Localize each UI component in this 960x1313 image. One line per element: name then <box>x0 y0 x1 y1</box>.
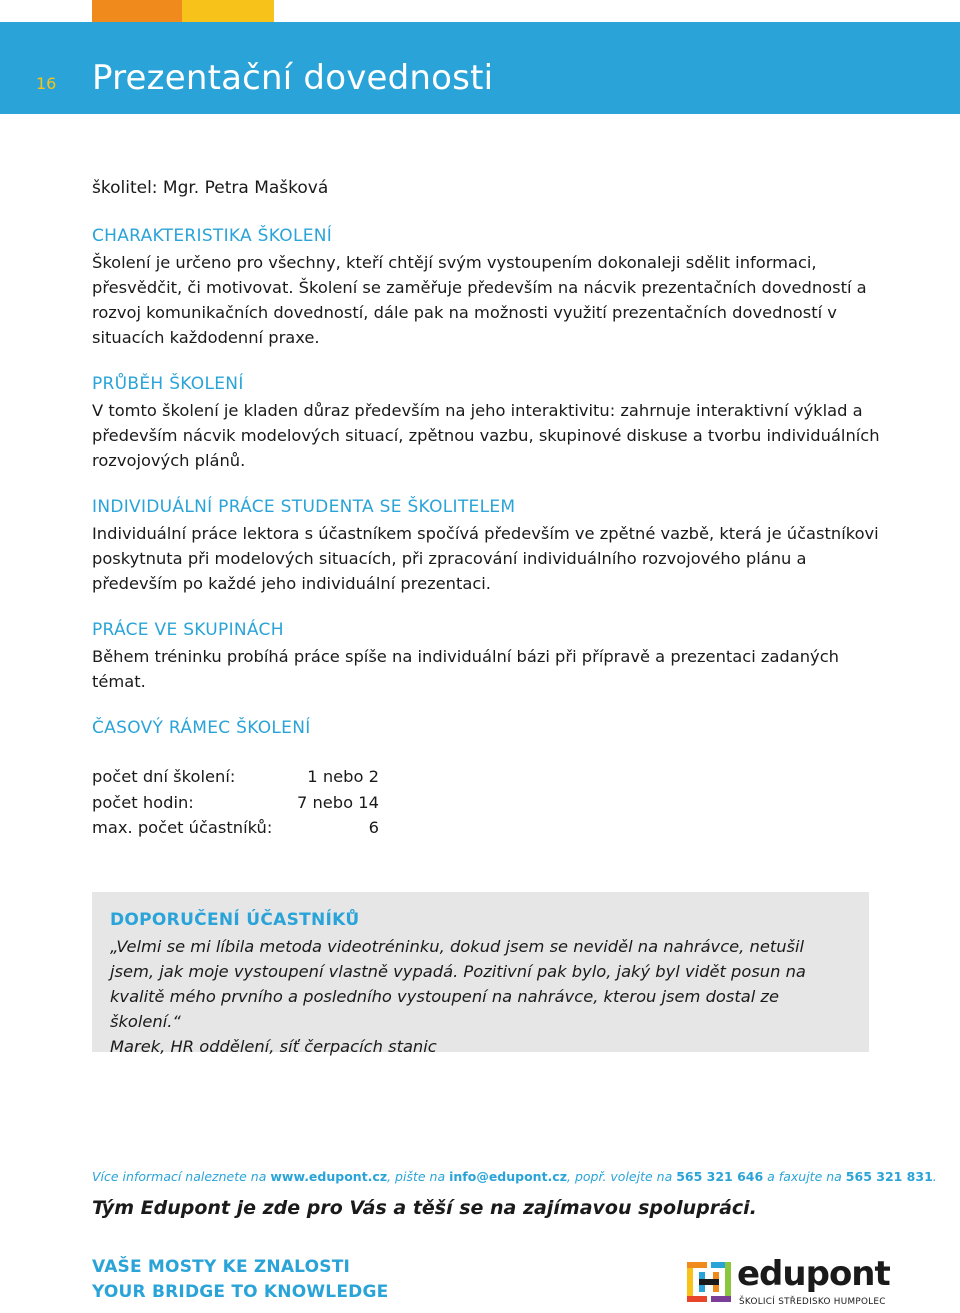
time-frame-label: počet dní školení: <box>92 767 236 786</box>
time-frame-label: max. počet účastníků: <box>92 818 273 837</box>
time-frame-table <box>92 764 882 841</box>
testimonial-quote: „Velmi se mi líbila metoda videotréninku, dokud jsem se neviděl na nahrávce, netušil jsem, jak moje vystoupení vlastně vypadá. Pozitivní pak bylo, jaký byl vidět posun na kvalitě mého prvního a posledního vystoupení na nahrávce, kterou jsem dostal ze školení.“ <box>110 937 806 1031</box>
contact-text: , popř. volejte na <box>567 1169 677 1184</box>
section-heading: CHARAKTERISTIKA ŠKOLENÍ <box>92 226 333 246</box>
accent-bar-orange <box>92 0 182 22</box>
logo-mark-icon <box>685 1256 733 1308</box>
section-course-flow <box>92 374 882 473</box>
time-frame-row <box>92 815 379 841</box>
edupont-logo <box>685 1254 890 1312</box>
accent-bar-yellow <box>182 0 274 22</box>
slogan-cz: VAŠE MOSTY KE ZNALOSTI <box>92 1257 351 1277</box>
main-content <box>92 178 882 841</box>
section-text: Individuální práce lektora s účastníkem spočívá především ve zpětné vazbě, která je účastníkovi poskytnuta při modelových situacích, při zpracování individuálního rozvojového plánu a především po každé jeho individuální prezentaci. <box>92 524 879 593</box>
contact-text: , pište na <box>387 1169 450 1184</box>
email-link[interactable]: info@edupont.cz <box>449 1169 567 1184</box>
section-time-frame <box>92 718 882 841</box>
page-title: Prezentační dovednosti <box>92 58 494 98</box>
section-heading: PRÁCE VE SKUPINÁCH <box>92 620 284 640</box>
section-group-work <box>92 620 882 694</box>
phone-number: 565 321 646 <box>676 1169 764 1184</box>
contact-text: a faxujte na <box>763 1169 846 1184</box>
slogan <box>92 1255 388 1305</box>
logo-wordmark: edupont <box>737 1254 890 1294</box>
time-frame-label: počet hodin: <box>92 792 194 812</box>
testimonial-box <box>92 892 869 1056</box>
testimonial-heading: DOPORUČENÍ ÚČASTNÍKŮ <box>110 910 360 930</box>
page-header <box>0 22 960 114</box>
contact-text: Více informací naleznete na <box>92 1169 271 1184</box>
team-line: Tým Edupont je zde pro Vás a těší se na zajímavou spolupráci. <box>92 1197 757 1219</box>
time-frame-row <box>92 764 379 790</box>
testimonial-author: Marek, HR oddělení, síť čerpacích stanic <box>110 1037 437 1056</box>
page-number: 16 <box>36 74 57 93</box>
section-text: V tomto školení je kladen důraz především na jeho interaktivitu: zahrnuje interaktivní výklad a především nácvik modelových situací, zpětnou vazbu, skupinové diskuse a tvorbu individuálních rozvojových plánů. <box>92 401 880 470</box>
time-frame-value: 7 nebo 14 <box>296 792 379 812</box>
section-characteristics <box>92 226 882 350</box>
website-link[interactable]: www.edupont.cz <box>270 1169 388 1184</box>
section-heading: ČASOVÝ RÁMEC ŠKOLENÍ <box>92 718 311 738</box>
fax-number: 565 321 831 <box>845 1169 933 1184</box>
time-frame-value: 1 nebo 2 <box>307 767 379 786</box>
time-frame-value: 6 <box>368 818 379 837</box>
section-individual-work <box>92 497 882 596</box>
section-heading: PRŮBĚH ŠKOLENÍ <box>92 374 244 394</box>
section-text: Školení je určeno pro všechny, kteří chtějí svým vystoupením dokonaleji sdělit informaci, přesvědčit, či motivovat. Školení se zaměřuje především na nácvik prezentačních dovedností a rozvoj komunikačních dovedností, dále pak na možnosti využití prezentačních dovedností v situacích každodenní praxe. <box>92 253 867 347</box>
trainer-line: školitel: Mgr. Petra Mašková <box>92 178 329 198</box>
time-frame-row <box>92 790 379 816</box>
contact-line <box>92 1169 937 1184</box>
slogan-en: YOUR BRIDGE TO KNOWLEDGE <box>92 1282 389 1302</box>
section-heading: INDIVIDUÁLNÍ PRÁCE STUDENTA SE ŠKOLITELEM <box>92 497 516 517</box>
contact-text: . <box>932 1169 937 1184</box>
logo-subtitle: ŠKOLICÍ STŘEDISKO HUMPOLEC <box>739 1297 886 1307</box>
section-text: Během tréninku probíhá práce spíše na individuální bázi při přípravě a prezentaci zadaných témat. <box>92 647 839 691</box>
